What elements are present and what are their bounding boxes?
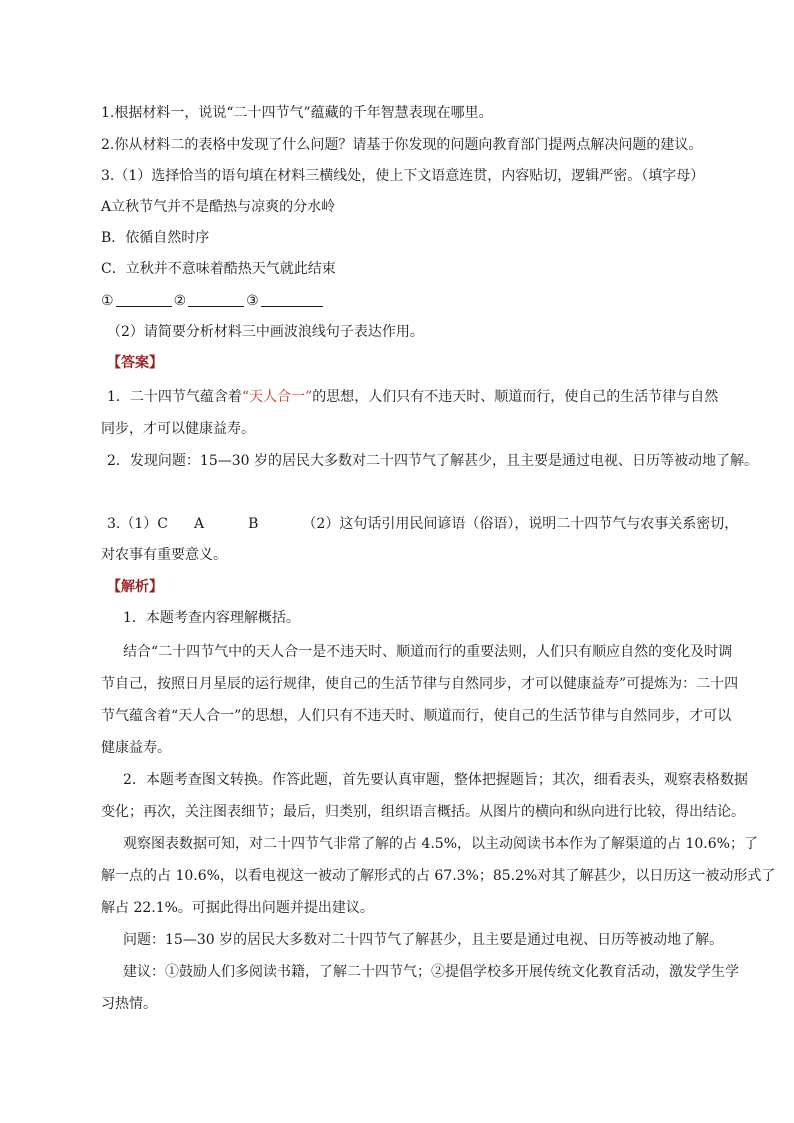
answer-header: 【答案】	[107, 355, 163, 371]
analysis-suggestion-line-1: 建议：①鼓励人们多阅读书籍，了解二十四节气；②提倡学校多开展传统文化教育活动，激发学生学	[123, 964, 739, 980]
answer-2: 2．发现问题：15—30 岁的居民大多数对二十四节气了解甚少，且主要是通过电视、日历等被动地了解。	[107, 453, 758, 469]
fill-blanks	[101, 291, 721, 311]
answer-3-line-2: 对农事有重要意义。	[101, 547, 227, 563]
answer-1-line-1	[107, 387, 727, 407]
analysis-4-line-3: 解占 22.1%。可据此得出问题并提出建议。	[101, 900, 374, 916]
answer-1-line-2: 同步，才可以健康益寿。	[101, 421, 255, 437]
answer-3-part-2: （2）这句话引用民间谚语（俗语），说明二十四节气与农事关系密切，	[302, 516, 739, 532]
analysis-suggestion-line-2: 习热情。	[101, 996, 157, 1012]
question-1: 1.根据材料一，说说“二十四节气”蕴藏的千年智慧表现在哪里。	[101, 105, 493, 121]
blank-1-label: ①	[101, 293, 114, 309]
option-b: B．依循自然时序	[101, 230, 210, 246]
answer-3-choice-b: B	[248, 516, 259, 532]
analysis-header: 【解析】	[107, 579, 163, 595]
blank-3-label: ③	[246, 293, 259, 309]
blank-1-line	[116, 292, 172, 307]
analysis-2-line-2: 节自己，按照日月星辰的运行规律，使自己的生活节律与自然同步，才可以健康益寿”可提炼为：二十四	[101, 676, 739, 692]
question-3-part-2: （2）请简要分析材料三中画波浪线句子表达作用。	[107, 324, 424, 340]
analysis-2-line-1: 结合“二十四节气中的天人合一是不违天时、顺道而行的重要法则，人们只有顺应自然的变化及时调	[123, 644, 733, 660]
answer-3-label: 3.（1）C	[107, 516, 168, 532]
question-3-part-1: 3.（1）选择恰当的语句填在材料三横线处，使上下文语意连贯，内容贴切，逻辑严密。（填字母）	[101, 168, 705, 184]
answer-1-suffix: 的思想，人们只有不违天时、顺道而行，使自己的生活节律与自然	[312, 389, 719, 405]
option-c: C．立秋并不意味着酷热天气就此结束	[101, 261, 336, 277]
question-2: 2.你从材料二的表格中发现了什么问题？请基于你发现的问题向教育部门提两点解决问题的建议。	[101, 137, 703, 153]
analysis-3-line-1: 2．本题考查图文转换。作答此题，首先要认真审题，整体把握题旨；其次，细看表头，观察表格数据	[123, 772, 748, 788]
blank-3-line	[261, 292, 323, 307]
analysis-4-line-2: 解一点的占 10.6%，以看电视这一被动了解形式的占 67.3%；85.2%对其了解甚少，以日历这一被动形式了	[101, 868, 776, 884]
analysis-2-line-3: 节气蕴含着“天人合一”的思想，人们只有不违天时、顺道而行，使自己的生活节律与自然同步，才可以	[101, 708, 732, 724]
analysis-1: 1．本题考查内容理解概括。	[123, 610, 300, 626]
answer-3-line-1	[107, 514, 739, 534]
analysis-2-line-4: 健康益寿。	[101, 740, 171, 756]
blank-2-label: ②	[173, 293, 187, 309]
answer-1-highlight: “天人合一”	[241, 389, 313, 405]
blank-2-line	[188, 292, 244, 307]
analysis-4-line-1: 观察图表数据可知，对二十四节气非常了解的占 4.5%，以主动阅读书本作为了解渠道的占 10.6%；了	[123, 836, 758, 852]
analysis-3-line-2: 变化；再次，关注图表细节；最后，归类别，组织语言概括。从图片的横向和纵向进行比较，得出结论。	[101, 804, 745, 820]
analysis-problem: 问题：15—30 岁的居民大多数对二十四节气了解甚少，且主要是通过电视、日历等被动地了解。	[123, 932, 724, 948]
answer-3-choice-a: A	[193, 516, 205, 532]
option-a: A立秋节气并不是酷热与凉爽的分水岭	[101, 199, 336, 215]
answer-1-prefix: 1．二十四节气蕴含着	[107, 389, 242, 405]
